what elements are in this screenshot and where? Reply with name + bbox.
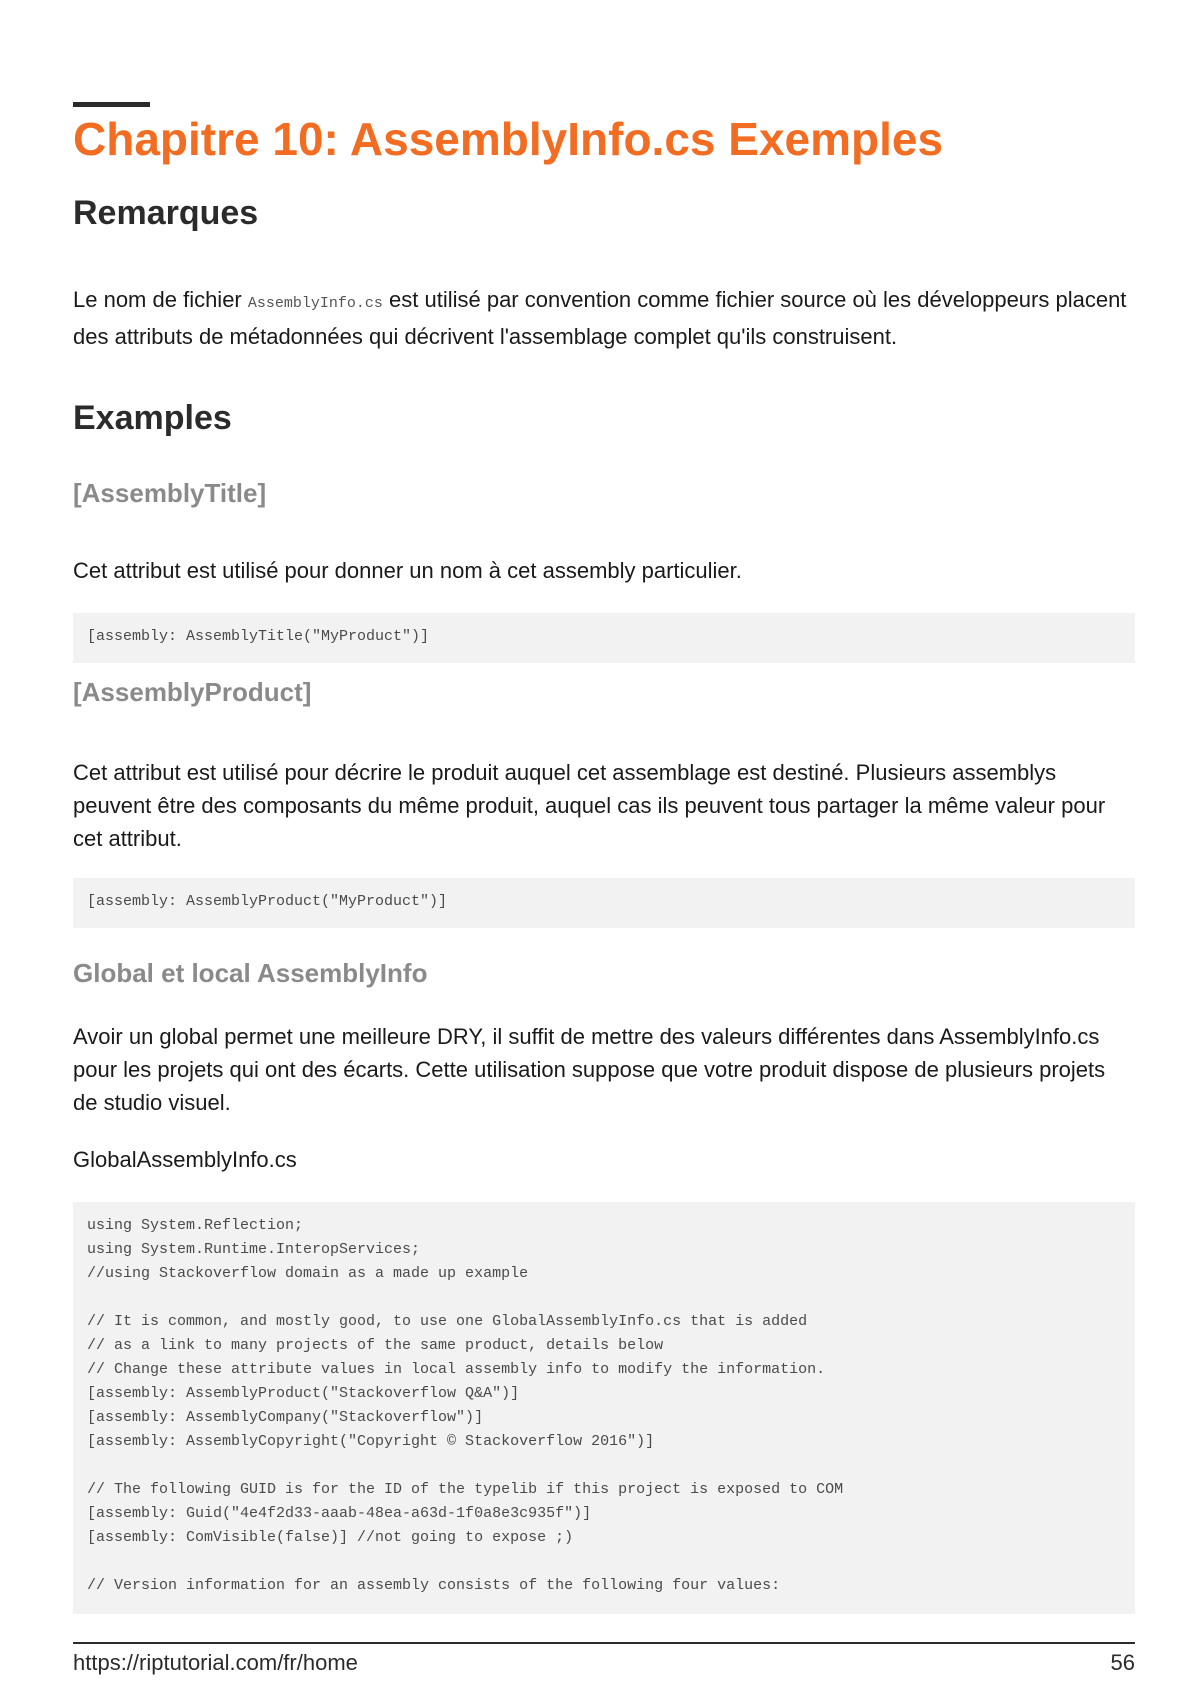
- inline-code-filename: AssemblyInfo.cs: [247, 295, 383, 312]
- code-line: // It is common, and mostly good, to use one GlobalAssemblyInfo.cs that is added: [87, 1313, 808, 1330]
- code-line: [assembly: AssemblyProduct("Stackoverflow Q&A")]: [87, 1385, 520, 1402]
- remarks-paragraph: [73, 283, 1135, 353]
- assemblytitle-heading: [AssemblyTitle]: [73, 478, 267, 508]
- global-local-heading: Global et local AssemblyInfo: [73, 958, 428, 988]
- code-line: // Change these attribute values in local assembly info to modify the information.: [87, 1361, 826, 1378]
- chapter-title: Chapitre 10: AssemblyInfo.cs Exemples: [73, 113, 944, 165]
- assemblyproduct-heading: [AssemblyProduct]: [73, 677, 312, 707]
- code-line: [87, 1454, 1121, 1478]
- code-line: [87, 1286, 1121, 1310]
- code-line: using System.Reflection;: [87, 1217, 304, 1234]
- code-line: // Version information for an assembly consists of the following four values:: [87, 1577, 781, 1594]
- remarks-text-after: est utilisé par convention comme fichier source où les développeurs placent des attributs de métadonnées qui décrivent l'assemblage complet qu'ils construisent.: [73, 287, 1127, 349]
- examples-heading: Examples: [73, 399, 232, 437]
- page-number: 56: [1110, 1650, 1135, 1675]
- code-line: [assembly: ComVisible(false)] //not going to expose ;): [87, 1529, 574, 1546]
- global-assemblyinfo-code-block: [73, 1202, 1135, 1614]
- code-line: // The following GUID is for the ID of the typelib if this project is exposed to COM: [87, 1481, 844, 1498]
- code-line: // as a link to many projects of the same product, details below: [87, 1337, 664, 1354]
- footer-url[interactable]: https://riptutorial.com/fr/home: [73, 1650, 358, 1675]
- code-line: [assembly: AssemblyCopyright("Copyright © Stackoverflow 2016")]: [87, 1433, 655, 1450]
- code-line: [assembly: Guid("4e4f2d33-aaab-48ea-a63d-1f0a8e3c935f")]: [87, 1505, 592, 1522]
- assemblytitle-code-block: [73, 613, 1135, 663]
- code-line: [87, 1550, 1121, 1574]
- code-line: //using Stackoverflow domain as a made up example: [87, 1265, 529, 1282]
- footer-rule: [73, 1642, 1135, 1644]
- code-line: [assembly: AssemblyProduct("MyProduct")]: [87, 893, 448, 910]
- code-line: [assembly: AssemblyCompany("Stackoverflow")]: [87, 1409, 484, 1426]
- assemblytitle-paragraph: Cet attribut est utilisé pour donner un nom à cet assembly particulier.: [73, 558, 742, 583]
- remarks-text-before: Le nom de fichier: [73, 287, 248, 312]
- code-line: [assembly: AssemblyTitle("MyProduct")]: [87, 628, 430, 645]
- code-line: using System.Runtime.InteropServices;: [87, 1241, 421, 1258]
- chapter-rule: [73, 102, 150, 107]
- assemblyproduct-code-block: [73, 878, 1135, 928]
- global-assemblyinfo-filename: GlobalAssemblyInfo.cs: [73, 1147, 297, 1172]
- global-local-paragraph: Avoir un global permet une meilleure DRY, il suffit de mettre des valeurs différentes dans AssemblyInfo.cs pour les projets qui ont des écarts. Cette utilisation suppose que votre produit dispose de plusieurs projets de studio visuel.: [73, 1024, 1106, 1115]
- assemblyproduct-paragraph: Cet attribut est utilisé pour décrire le produit auquel cet assemblage est destiné. Plusieurs assemblys peuvent être des composants du même produit, auquel cas ils peuvent tous partager la même valeur pour cet attribut.: [73, 760, 1106, 851]
- remarks-heading: Remarques: [73, 194, 259, 232]
